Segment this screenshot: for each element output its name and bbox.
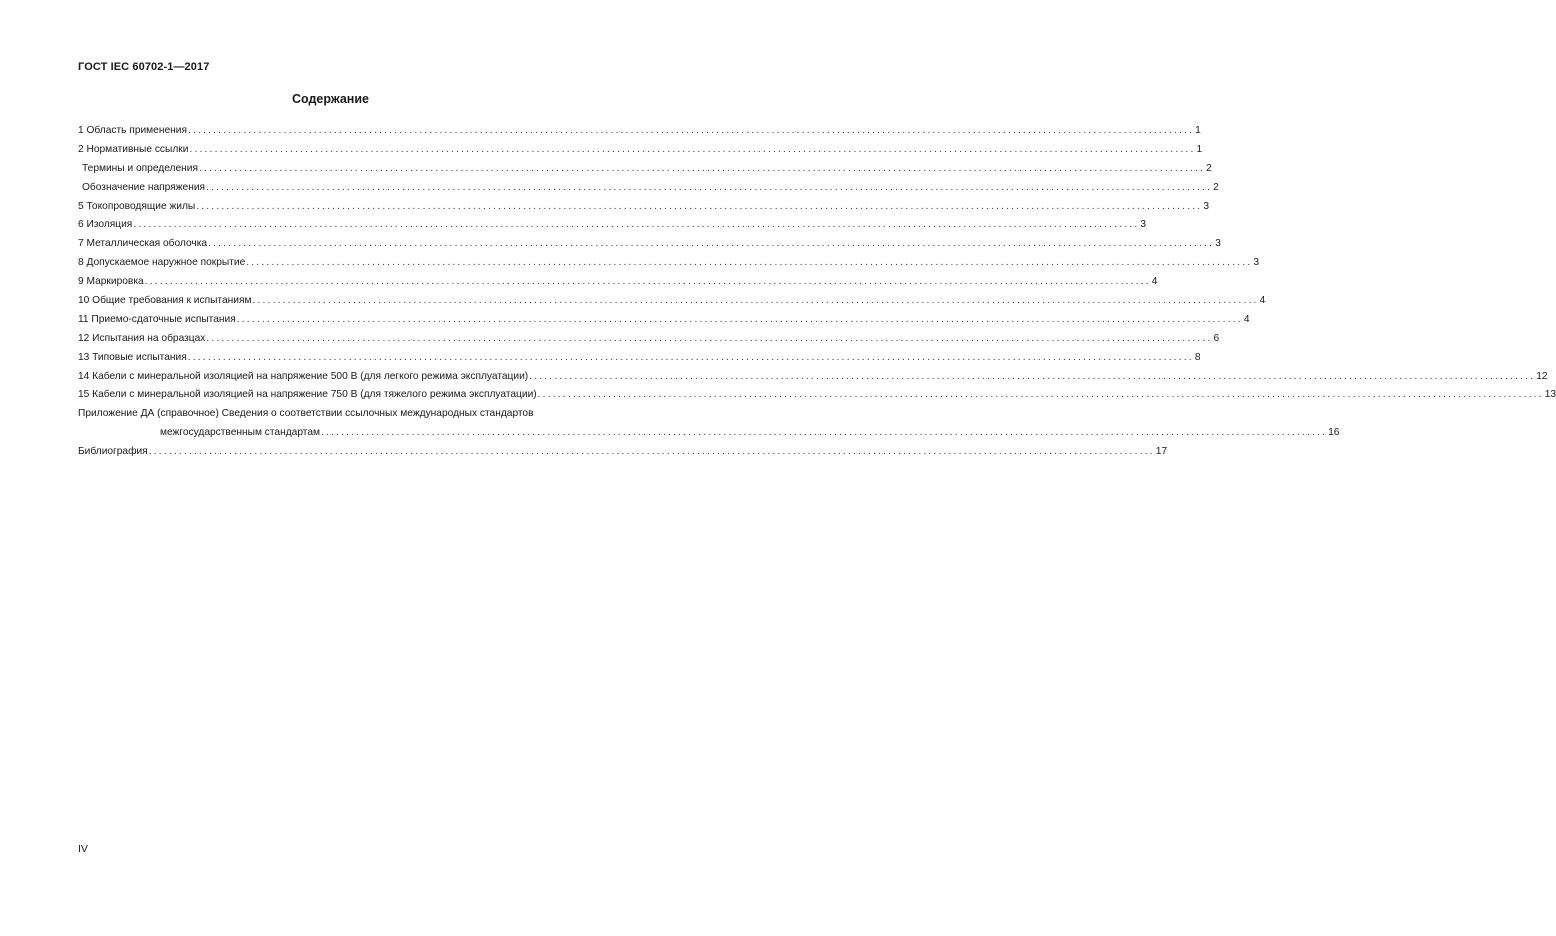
toc-entry[interactable] xyxy=(78,424,1340,443)
toc-entry-label: 14 Кабели с минеральной изоляцией на напряжение 500 В (для легкого режима эксплуатации) xyxy=(78,370,529,382)
toc-leader-dots: ........................................................................................................................................................................................................ xyxy=(246,257,1253,269)
toc-entry-page: 4 xyxy=(1259,295,1266,307)
toc-entry-page: 4 xyxy=(1151,276,1158,288)
toc-entry-label: 10 Общие требования к испытаниям xyxy=(78,295,252,307)
toc-entry[interactable] xyxy=(78,443,1168,462)
toc-leader-dots: ........................................................................................................................................................................................................ xyxy=(529,370,1536,382)
toc-title: Содержание xyxy=(291,92,369,106)
toc-entry[interactable] xyxy=(78,330,1220,349)
toc-entry-page: 2 xyxy=(1213,181,1219,193)
table-of-contents xyxy=(78,122,1556,462)
toc-leader-dots: ........................................................................................................................................................................................................ xyxy=(189,143,1196,155)
toc-entry-label: 15 Кабели с минеральной изоляцией на напряжение 750 В (для тяжелого режима эксплуатации) xyxy=(78,389,537,401)
toc-entry-label: 11 Приемо-сдаточные испытания xyxy=(78,313,236,325)
toc-entry-page: 13 xyxy=(1544,389,1556,401)
toc-entry-label: Библиография xyxy=(78,446,148,458)
toc-entry-page: 8 xyxy=(1194,351,1201,363)
toc-entry-page: 12 xyxy=(1536,370,1548,382)
toc-leader-dots: ........................................................................................................................................................................................................ xyxy=(133,219,1140,231)
toc-leader-dots: ........................................................................................................................................................................................................ xyxy=(537,389,1544,401)
toc-entry-label: Обозначение напряжения xyxy=(82,181,206,193)
page-number: IV xyxy=(78,843,88,855)
toc-leader-dots: ........................................................................................................................................................................................................ xyxy=(187,125,1195,136)
toc-leader-dots: ........................................................................................................................................................................................................ xyxy=(198,162,1206,174)
toc-entry-label: Термины и определения xyxy=(82,162,198,174)
toc-entry-page: 2 xyxy=(1206,162,1212,174)
toc-entry[interactable] xyxy=(78,254,1260,273)
toc-entry-page: 6 xyxy=(1213,332,1220,344)
toc-entry-label: 1 Область применения xyxy=(78,125,187,136)
toc-entry-label: 12 Испытания на образцах xyxy=(78,332,206,344)
toc-leader-dots: ........................................................................................................................................................................................................ xyxy=(196,200,1203,212)
toc-entry-label: 8 Допускаемое наружное покрытие xyxy=(78,257,246,269)
toc-leader-dots: ........................................................................................................................................................................................................ xyxy=(321,427,1328,439)
toc-entry-page: 3 xyxy=(1140,219,1147,231)
toc-entry[interactable] xyxy=(78,292,1266,311)
toc-leader-dots: ........................................................................................................................................................................................................ xyxy=(148,446,1155,458)
toc-entry[interactable] xyxy=(78,122,1201,141)
toc-entry-label: 2 Нормативные ссылки xyxy=(78,143,189,155)
toc-entry[interactable] xyxy=(78,179,1219,198)
toc-entry-page: 17 xyxy=(1155,446,1168,458)
toc-entry[interactable] xyxy=(78,273,1158,292)
toc-entry-label: 7 Металлическая оболочка xyxy=(78,238,208,250)
toc-entry-label: Приложение ДА (справочное) Сведения о соответствии ссылочных международных стандартов xyxy=(78,408,534,420)
toc-entry[interactable] xyxy=(78,160,1212,179)
toc-entry-page: 4 xyxy=(1243,313,1250,325)
toc-leader-dots: ........................................................................................................................................................................................................ xyxy=(206,181,1213,193)
toc-entry[interactable] xyxy=(78,368,1548,387)
toc-entry-page: 3 xyxy=(1215,238,1221,250)
toc-entry[interactable] xyxy=(78,311,1250,330)
toc-entry-page: 3 xyxy=(1253,257,1260,269)
toc-entry[interactable] xyxy=(78,235,1221,254)
toc-entry-page: 1 xyxy=(1196,143,1203,155)
toc-entry[interactable] xyxy=(78,216,1147,235)
toc-entry[interactable] xyxy=(78,405,613,424)
standard-code: ГОСТ IEC 60702-1—2017 xyxy=(78,61,210,73)
toc-leader-dots: ........................................................................................................................................................................................................ xyxy=(144,276,1151,288)
toc-entry-page: 16 xyxy=(1328,427,1340,439)
toc-leader-dots: ........................................................................................................................................................................................................ xyxy=(208,238,1215,250)
toc-entry[interactable] xyxy=(78,198,1209,217)
toc-entry-page: 1 xyxy=(1195,125,1201,136)
toc-entry-label: 9 Маркировка xyxy=(78,276,144,288)
toc-leader-dots: ........................................................................................................................................................................................................ xyxy=(252,295,1259,307)
toc-entry[interactable] xyxy=(78,349,1201,368)
toc-entry-label: 6 Изоляция xyxy=(78,219,133,231)
toc-entry[interactable] xyxy=(78,141,1203,160)
toc-entry-label: межгосударственным стандартам xyxy=(160,427,320,439)
toc-leader-dots: ........................................................................................................................................................................................................ xyxy=(236,313,1243,325)
toc-entry-label: 5 Токопроводящие жилы xyxy=(78,200,196,212)
toc-entry[interactable] xyxy=(78,386,1556,405)
toc-leader-dots: ........................................................................................................................................................................................................ xyxy=(187,351,1194,363)
toc-leader-dots: ........................................................................................................................................................................................................ xyxy=(206,332,1213,344)
toc-entry-page: 3 xyxy=(1203,200,1209,212)
toc-entry-label: 13 Типовые испытания xyxy=(78,351,187,363)
